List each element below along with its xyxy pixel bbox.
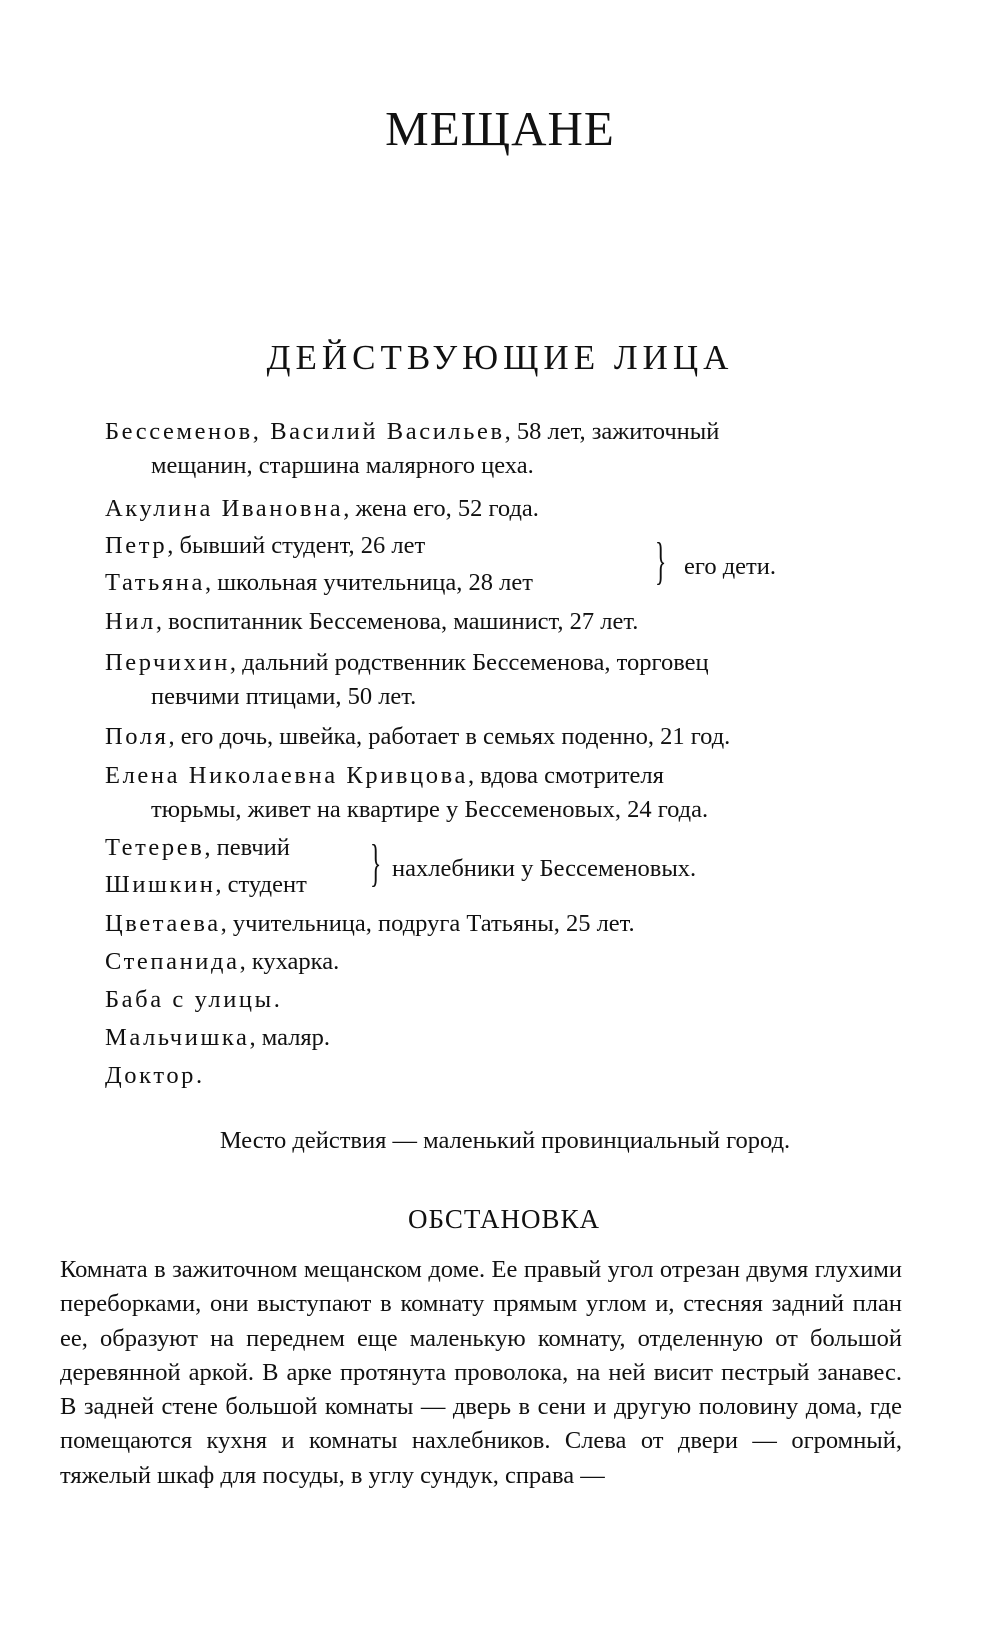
- character-entry: [105, 605, 638, 639]
- character-desc: .: [196, 1062, 203, 1089]
- character-entry: [105, 1021, 330, 1055]
- character-desc: , воспитанник Бессеменова, машинист, 27 лет.: [155, 608, 639, 635]
- character-desc: , 58 лет, зажиточный: [504, 418, 720, 445]
- setting-paragraph: Комната в зажиточном мещанском доме. Ее правый угол отрезан двумя глухими переборками, они выступают в комнату прямым углом и, стесняя задний план ее, образуют на переднем еще маленькую комнату, отделенную от большой деревянной аркой. В арке протянута проволока, на ней висит пестрый занавес. В задней стене большой комнаты — дверь в сени и другую половину дома, где помещаются кухня и комнаты нахлебников. Слева от двери — огромный, тяжелый шкаф для посуды, в углу сундук, справа —: [60, 1256, 902, 1489]
- character-entry: [105, 831, 290, 865]
- character-name: Поля: [105, 723, 169, 750]
- character-name: Тетерев: [105, 834, 205, 861]
- place-of-action: Место действия — маленький провинциальный город.: [219, 1127, 791, 1154]
- character-desc: , певчий: [204, 834, 290, 861]
- character-desc-cont: мещанин, старшина малярного цеха.: [151, 452, 534, 479]
- character-desc: , вдова смотрителя: [467, 762, 664, 789]
- character-desc: , жена его, 52 года.: [343, 495, 539, 522]
- character-entry: [105, 1059, 202, 1093]
- brace-lodgers: }: [370, 835, 382, 892]
- cast-heading: ДЕЙСТВУЮЩИЕ ЛИЦА: [266, 338, 734, 377]
- character-entry: [105, 868, 307, 902]
- brace-children: }: [655, 533, 667, 590]
- character-desc: , бывший студент, 26 лет: [167, 532, 426, 559]
- character-entry: [105, 646, 709, 714]
- character-name: Петр: [105, 532, 168, 559]
- character-desc: , дальний родственник Бессеменова, торговец: [229, 649, 709, 676]
- character-entry: [105, 566, 533, 600]
- character-name: Баба с улицы: [105, 986, 274, 1013]
- character-entry: [105, 907, 635, 941]
- character-name: Татьяна: [105, 569, 205, 596]
- character-name: Мальчишка: [105, 1024, 250, 1051]
- character-desc: , маляр.: [249, 1024, 331, 1051]
- character-entry: [105, 492, 539, 526]
- group-label-lodgers: нахлебники у Бессеменовых.: [392, 855, 697, 882]
- character-desc: , его дочь, швейка, работает в семьях поденно, 21 год.: [168, 723, 731, 750]
- character-name: Степанида: [105, 948, 240, 975]
- character-entry: [105, 529, 425, 563]
- character-entry: [105, 720, 730, 754]
- character-desc: , учительница, подруга Татьяны, 25 лет.: [220, 910, 635, 937]
- character-entry: [105, 415, 719, 483]
- setting-heading: ОБСТАНОВКА: [408, 1204, 600, 1234]
- character-desc-cont: певчими птицами, 50 лет.: [151, 683, 417, 710]
- character-desc-cont: тюрьмы, живет на квартире у Бессеменовых, 24 года.: [151, 796, 709, 823]
- character-desc: , школьная учительница, 28 лет: [204, 569, 533, 596]
- character-desc: , кухарка.: [239, 948, 340, 975]
- play-title: МЕЩАНЕ: [385, 101, 615, 156]
- character-name: Доктор: [105, 1062, 197, 1089]
- character-name: Шишкин: [105, 871, 216, 898]
- group-label-children: его дети.: [684, 553, 776, 580]
- character-name: Акулина Ивановна: [105, 495, 344, 522]
- character-name: Нил: [105, 608, 156, 635]
- character-desc: , студент: [215, 871, 307, 898]
- character-entry: [105, 945, 339, 979]
- character-name: Цветаева: [105, 910, 221, 937]
- character-desc: .: [273, 986, 280, 1013]
- character-name: Бессеменов, Василий Васильев: [105, 418, 505, 445]
- character-entry: [105, 759, 708, 827]
- character-entry: [105, 983, 280, 1017]
- character-name: Елена Николаевна Кривцова: [105, 762, 468, 789]
- character-name: Перчихин: [105, 649, 230, 676]
